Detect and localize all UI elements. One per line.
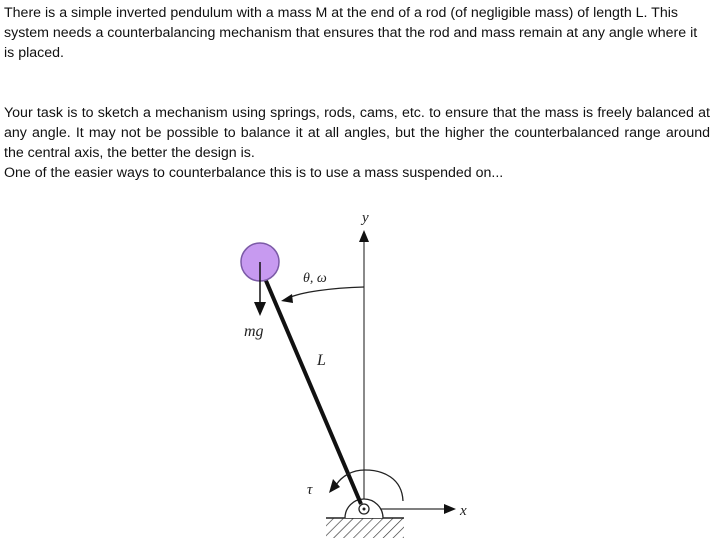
weight-label: mg bbox=[244, 323, 264, 340]
hint-paragraph: One of the easier ways to counterbalance this is to use a mass suspended on... bbox=[4, 165, 504, 181]
pivot-icon bbox=[345, 499, 383, 518]
x-axis-label: x bbox=[460, 503, 467, 519]
y-axis bbox=[359, 210, 369, 509]
ground-icon bbox=[326, 518, 404, 538]
angle-label: θ, ω bbox=[303, 271, 327, 286]
intro-paragraph: There is a simple inverted pendulum with a mass M at the end of a rod (of negligible mass) of length L. This system needs a counterbalancing mechanism that ensures that the rod and mass remain at any angle where it is placed. bbox=[4, 5, 698, 61]
angle-arrow bbox=[281, 271, 364, 303]
length-label: L bbox=[317, 352, 326, 369]
task-paragraph: Your task is to sketch a mechanism using springs, rods, cams, etc. to ensure that the mass is freely balanced at any angle. It may not be possible to balance it at all angles, but the higher the counterbalanced range around the central axis, the better the design is. bbox=[4, 105, 710, 161]
y-axis-label: y bbox=[362, 210, 369, 226]
pendulum-rod bbox=[264, 276, 361, 504]
torque-label: τ bbox=[307, 482, 313, 498]
